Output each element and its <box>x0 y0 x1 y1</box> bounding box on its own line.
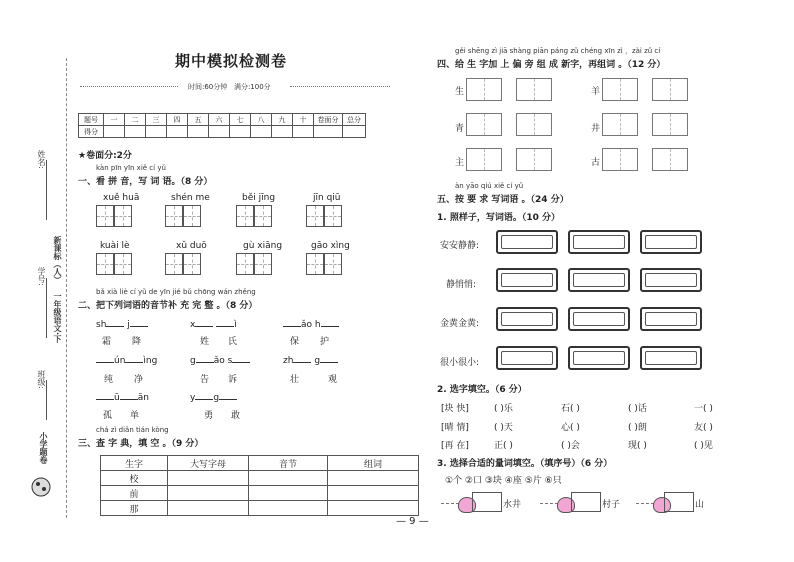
s4-pinyin: gěi shēng zì jiā shàng piān páng zǔ chéng xīn zì ，zài zǔ cí <box>455 47 661 55</box>
table-row <box>101 456 419 471</box>
answer-frame[interactable] <box>496 268 558 292</box>
word-char: 护 <box>320 337 330 347</box>
name-field[interactable] <box>46 160 47 220</box>
word-char: 敢 <box>231 411 241 421</box>
base-char: 生 <box>455 87 465 97</box>
word-char: 纯 <box>104 375 114 385</box>
word-char: 告 <box>200 375 210 385</box>
score-input[interactable] <box>167 126 188 138</box>
s1-heading: 一、看 拼 音，写 词 语。（8 分） <box>78 177 213 187</box>
writing-box[interactable] <box>602 148 638 171</box>
id-field[interactable] <box>46 278 47 338</box>
pinyin-item: gù xiāng <box>243 241 283 251</box>
title-divider-left <box>80 86 178 87</box>
score-input[interactable] <box>272 126 293 138</box>
score-input[interactable] <box>125 126 146 138</box>
s3-pinyin: chá zì diǎn tián kòng <box>96 426 169 434</box>
answer-frame[interactable] <box>640 307 702 331</box>
answer-frame[interactable] <box>640 346 702 370</box>
blank-line <box>441 503 459 504</box>
answer-frame[interactable] <box>568 230 630 254</box>
table-cell: 一 <box>104 114 125 126</box>
writing-box[interactable] <box>165 205 183 227</box>
base-char: 羊 <box>591 87 601 97</box>
syllable-blank[interactable]: ū ān <box>96 391 149 403</box>
table-row <box>101 471 419 486</box>
time-limit: 时间:60分钟 <box>188 83 228 91</box>
s5-heading: 五、按 要 求 写词语 。（24 分） <box>437 195 569 205</box>
answer-frame[interactable] <box>568 307 630 331</box>
answer-cell[interactable] <box>328 471 419 486</box>
brand-logo-icon <box>30 472 52 502</box>
binding-line <box>66 58 67 518</box>
answer-cell[interactable] <box>168 501 249 516</box>
choice-pair: [晴 情] <box>441 423 469 433</box>
syllable-blank[interactable]: x ì <box>190 320 237 330</box>
table-cell: 七 <box>230 114 251 126</box>
neatness-score: ★卷面分:2分 <box>78 151 132 161</box>
base-char: 青 <box>455 124 465 134</box>
answer-frame[interactable] <box>640 268 702 292</box>
writing-box[interactable] <box>466 113 502 136</box>
noun-label: 村子 <box>602 500 621 510</box>
noun-label: 山 <box>695 500 705 510</box>
exam-meta <box>188 82 271 92</box>
writing-box[interactable] <box>602 78 638 101</box>
s4-heading: 四、给 生 字加 上 偏 旁 组 成 新字，再组词 。（12 分） <box>437 60 666 70</box>
fill-blank[interactable]: 正( ) <box>494 441 513 451</box>
answer-cell[interactable] <box>168 471 249 486</box>
word-char: 氏 <box>228 337 238 347</box>
dictionary-table <box>100 455 419 516</box>
table-cell: 得分 <box>79 126 104 138</box>
s1-pinyin: kàn pīn yīn xiě cí yǔ <box>96 164 166 172</box>
word-char: 霜 <box>102 337 112 347</box>
fill-blank[interactable]: 一( ) <box>694 404 713 414</box>
pinyin-item: shén me <box>171 193 210 203</box>
syllable-blank[interactable]: ǎo h <box>283 318 339 330</box>
score-input[interactable] <box>230 126 251 138</box>
writing-box[interactable] <box>466 78 502 101</box>
writing-box[interactable] <box>652 148 688 171</box>
answer-frame[interactable] <box>568 346 630 370</box>
table-cell: 八 <box>251 114 272 126</box>
pinyin-item: gāo xìng <box>311 241 350 251</box>
word-char: 姓 <box>200 337 210 347</box>
word-char: 壮 <box>290 375 300 385</box>
noun-label: 水井 <box>503 500 522 510</box>
writing-box[interactable] <box>96 253 114 275</box>
writing-box[interactable] <box>254 253 272 275</box>
title-divider-right <box>290 86 390 87</box>
base-char: 井 <box>591 124 601 134</box>
pinyin-item: xǔ duō <box>176 241 207 251</box>
syllable-blank[interactable]: sh j <box>96 318 148 330</box>
word-char: 降 <box>132 337 142 347</box>
table-cell: 十 <box>293 114 314 126</box>
s5-sub3: 3. 选择合适的量词填空。（填序号）（6 分） <box>437 459 613 469</box>
fill-blank[interactable]: ( )朗 <box>628 423 647 433</box>
blank-line <box>636 503 654 504</box>
pinyin-item: xuě huā <box>103 193 140 203</box>
pattern-label: 静悄悄: <box>446 280 477 290</box>
pattern-label: 金黄金黄: <box>440 319 480 329</box>
table-cell: 总分 <box>343 114 366 126</box>
answer-cell[interactable] <box>249 471 328 486</box>
class-field[interactable] <box>46 380 47 420</box>
table-row <box>101 501 419 516</box>
edition-label: 新课标（人） <box>53 236 62 284</box>
table-row <box>101 486 419 501</box>
answer-cell[interactable] <box>328 486 419 501</box>
score-input[interactable] <box>251 126 272 138</box>
score-input[interactable] <box>209 126 230 138</box>
pinyin-item: jīn qiū <box>313 193 341 203</box>
table-cell: 五 <box>188 114 209 126</box>
syllable-blank[interactable]: ún ìng <box>96 354 157 366</box>
base-char: 古 <box>591 158 601 168</box>
base-char: 主 <box>455 158 465 168</box>
score-header-row <box>79 114 366 126</box>
fill-blank[interactable]: ( )乐 <box>494 404 513 414</box>
writing-box[interactable] <box>324 205 342 227</box>
writing-box[interactable] <box>652 78 688 101</box>
writing-box[interactable] <box>466 148 502 171</box>
writing-box[interactable] <box>114 253 132 275</box>
measure-options: ①个 ②口 ③块 ④座 ⑤片 ⑥只 <box>445 476 562 486</box>
pattern-label: 安安静静: <box>440 241 480 251</box>
pinyin-item: běi jīng <box>242 193 276 203</box>
id-label: 学号: <box>37 267 46 286</box>
answer-cell[interactable] <box>328 501 419 516</box>
answer-cell[interactable] <box>168 486 249 501</box>
measure-answer-box[interactable] <box>664 492 694 512</box>
table-cell: 四 <box>167 114 188 126</box>
table-cell: 卷面分 <box>314 114 343 126</box>
table-cell: 前 <box>101 486 168 501</box>
fill-blank[interactable]: 心( ) <box>561 423 580 433</box>
answer-frame[interactable] <box>496 230 558 254</box>
answer-frame[interactable] <box>640 230 702 254</box>
word-char: 孤 <box>103 411 113 421</box>
blank-line <box>540 503 558 504</box>
writing-box[interactable] <box>516 113 552 136</box>
fill-blank[interactable]: ( )话 <box>628 404 647 414</box>
writing-box[interactable] <box>516 148 552 171</box>
writing-box[interactable] <box>236 205 254 227</box>
word-char: 观 <box>328 375 338 385</box>
pinyin-item: kuài lè <box>100 241 130 251</box>
table-header: 组词 <box>328 456 419 471</box>
fill-blank[interactable]: 现( ) <box>628 441 647 451</box>
grade-label: 一年级语文·下 <box>53 292 62 344</box>
word-char: 勇 <box>204 411 214 421</box>
s2-pinyin: bǎ xià liè cí yǔ de yīn jié bǔ chōng wán zhěng <box>96 288 256 296</box>
pattern-label: 很小很小: <box>440 358 480 368</box>
brand-label: 小学题卷 <box>39 432 48 464</box>
fill-blank[interactable]: 石( ) <box>561 404 580 414</box>
s2-heading: 二、把下列词语的音节补 充 完 整 。（8 分） <box>78 301 258 311</box>
table-header: 大写字母 <box>168 456 249 471</box>
choice-pair: [块 快] <box>441 404 469 414</box>
table-cell: 六 <box>209 114 230 126</box>
writing-box[interactable] <box>306 205 324 227</box>
answer-cell[interactable] <box>249 501 328 516</box>
writing-box[interactable] <box>236 253 254 275</box>
word-char: 保 <box>290 337 300 347</box>
table-header: 生字 <box>101 456 168 471</box>
score-input[interactable] <box>314 126 343 138</box>
table-cell: 二 <box>125 114 146 126</box>
score-input[interactable] <box>343 126 366 138</box>
table-header: 音节 <box>249 456 328 471</box>
syllable-blank[interactable]: zh g <box>283 354 338 366</box>
score-input[interactable] <box>188 126 209 138</box>
fill-blank[interactable]: ( )天 <box>494 423 513 433</box>
score-value-row <box>79 126 366 138</box>
fill-blank[interactable]: ( )会 <box>561 441 580 451</box>
table-cell: 那 <box>101 501 168 516</box>
word-char: 单 <box>130 411 140 421</box>
page-title: 期中模拟检测卷 <box>175 52 288 70</box>
writing-box[interactable] <box>165 253 183 275</box>
s3-heading: 三、查 字 典，填 空 。（9 分） <box>78 439 204 449</box>
measure-answer-box[interactable] <box>472 492 502 512</box>
writing-box[interactable] <box>306 253 324 275</box>
answer-cell[interactable] <box>249 486 328 501</box>
s5-sub2: 2. 选字填空。（6 分） <box>437 385 527 395</box>
page-number: — 9 — <box>396 516 429 527</box>
writing-box[interactable] <box>324 253 342 275</box>
answer-frame[interactable] <box>496 307 558 331</box>
syllable-blank[interactable]: g ǎo s <box>190 354 250 366</box>
answer-frame[interactable] <box>496 346 558 370</box>
syllable-blank[interactable]: y g <box>190 391 237 403</box>
fill-blank[interactable]: ( )见 <box>694 441 713 451</box>
word-char: 诉 <box>228 375 238 385</box>
table-cell: 题号 <box>79 114 104 126</box>
fill-blank[interactable]: 友( ) <box>694 423 713 433</box>
table-cell: 校 <box>101 471 168 486</box>
writing-box[interactable] <box>183 205 201 227</box>
full-score: 满分:100分 <box>233 83 271 91</box>
table-cell: 九 <box>272 114 293 126</box>
writing-box[interactable] <box>114 205 132 227</box>
name-label: 姓名: <box>37 150 46 169</box>
score-input[interactable] <box>146 126 167 138</box>
answer-frame[interactable] <box>568 268 630 292</box>
table-cell: 三 <box>146 114 167 126</box>
class-label: 班级: <box>37 370 46 389</box>
writing-box[interactable] <box>602 113 638 136</box>
score-input[interactable] <box>104 126 125 138</box>
choice-pair: [再 在] <box>441 441 469 451</box>
score-table <box>78 113 366 138</box>
s5-pinyin: àn yāo qiú xiě cí yǔ <box>455 182 524 190</box>
word-char: 净 <box>134 375 144 385</box>
writing-box[interactable] <box>652 113 688 136</box>
score-input[interactable] <box>293 126 314 138</box>
writing-box[interactable] <box>254 205 272 227</box>
measure-answer-box[interactable] <box>571 492 601 512</box>
writing-box[interactable] <box>96 205 114 227</box>
writing-box[interactable] <box>516 78 552 101</box>
writing-box[interactable] <box>183 253 201 275</box>
s5-sub1: 1. 照样子，写词语。（10 分） <box>437 213 560 223</box>
